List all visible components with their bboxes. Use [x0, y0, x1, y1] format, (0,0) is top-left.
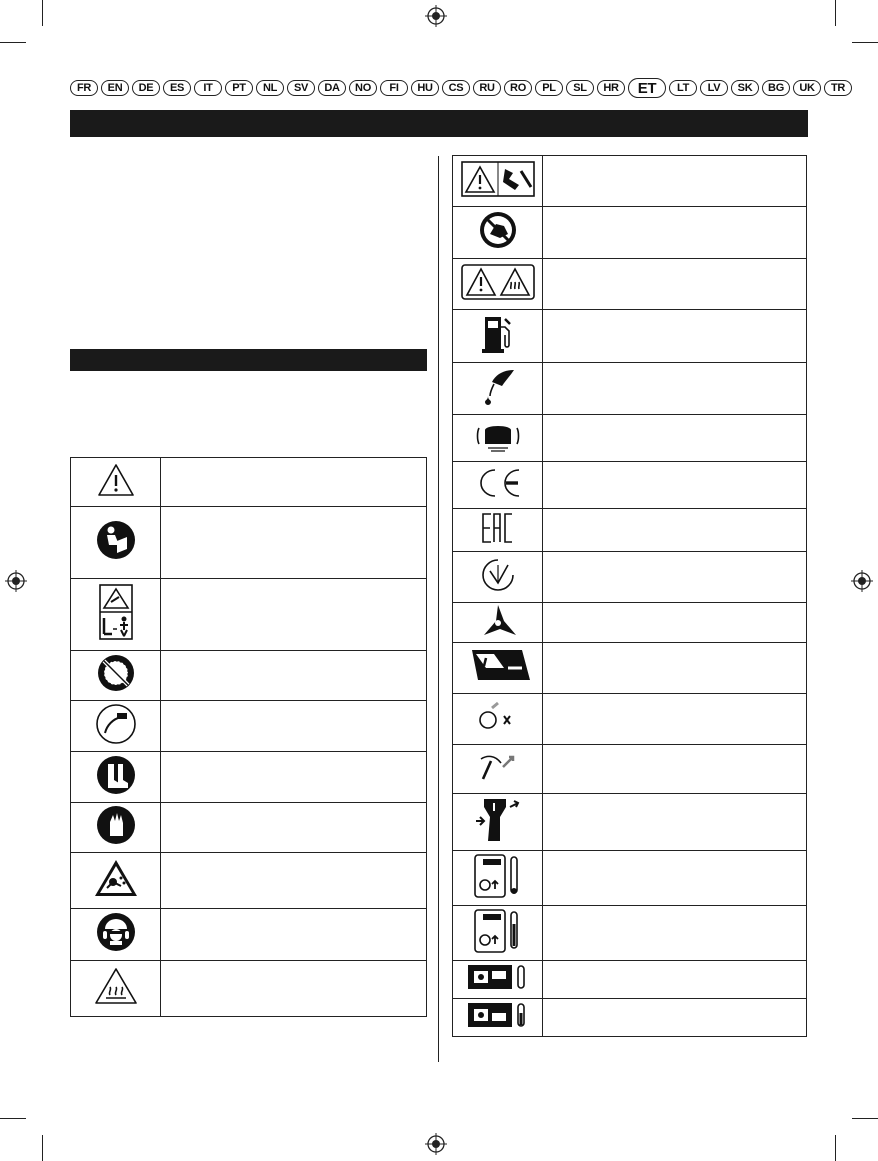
- symbol-cell: [71, 651, 161, 701]
- oil-drop-icon: [480, 366, 516, 406]
- fuel-pump-icon: [481, 313, 515, 355]
- symbol-cell: [453, 961, 543, 999]
- symbol-row: [71, 701, 427, 752]
- symbol-cell: [453, 310, 543, 363]
- crop-mark: [852, 1118, 878, 1119]
- language-pill-no: NO: [349, 80, 377, 96]
- symbol-row: [71, 458, 427, 507]
- symbol-description: [543, 794, 807, 851]
- language-pill-hu: HU: [411, 80, 439, 96]
- symbol-row: [453, 603, 807, 643]
- symbol-cell: [71, 803, 161, 853]
- symbol-cell: [71, 853, 161, 909]
- crop-mark: [852, 42, 878, 43]
- symbol-description: [161, 961, 427, 1017]
- left-symbol-table: [70, 457, 427, 1017]
- symbol-description: [543, 694, 807, 745]
- symbol-row: [453, 415, 807, 462]
- symbol-cell: [71, 701, 161, 752]
- symbol-cell: [453, 509, 543, 552]
- symbol-description: [543, 961, 807, 999]
- symbol-cell: [453, 363, 543, 415]
- eac-mark-icon: [480, 511, 516, 545]
- symbol-cell: [453, 415, 543, 462]
- crop-mark: [835, 0, 836, 26]
- language-pill-pt: PT: [225, 80, 253, 96]
- symbol-description: [543, 999, 807, 1037]
- symbol-description: [543, 906, 807, 961]
- symbol-description: [543, 643, 807, 694]
- language-pill-en: EN: [101, 80, 129, 96]
- language-pill-da: DA: [318, 80, 346, 96]
- read-manual-icon: [95, 519, 137, 561]
- symbol-cell: [453, 643, 543, 694]
- symbol-row: [71, 579, 427, 651]
- header-bar: [70, 110, 808, 137]
- symbol-row: [453, 310, 807, 363]
- no-blade-icon: [96, 653, 136, 693]
- language-pill-nl: NL: [256, 80, 284, 96]
- symbol-description: [161, 458, 427, 507]
- symbol-row: [71, 803, 427, 853]
- symbol-cell: [453, 694, 543, 745]
- symbol-row: [71, 651, 427, 701]
- language-pill-et: ET: [628, 78, 666, 98]
- symbol-description: [543, 415, 807, 462]
- right-symbol-table: [452, 155, 807, 1037]
- language-pill-sl: SL: [566, 80, 594, 96]
- thrown-objects-icon: [93, 858, 139, 898]
- blade-icon: [478, 603, 518, 637]
- symbol-cell: [71, 752, 161, 803]
- warning-triangle-icon: [96, 462, 136, 498]
- language-pill-cs: CS: [442, 80, 470, 96]
- sound-power-icon: [473, 418, 523, 454]
- crop-mark: [0, 1118, 26, 1119]
- symbol-cell: [453, 851, 543, 906]
- crop-mark: [42, 0, 43, 26]
- language-pill-it: IT: [194, 80, 222, 96]
- symbol-description: [543, 207, 807, 259]
- registration-mark-icon: [5, 570, 27, 592]
- symbol-row: [453, 794, 807, 851]
- symbol-row: [453, 462, 807, 509]
- eye-protection-icon: [95, 703, 137, 745]
- crop-mark: [42, 1135, 43, 1161]
- gloves-icon: [95, 804, 137, 846]
- symbol-row: [453, 851, 807, 906]
- language-pill-lt: LT: [669, 80, 697, 96]
- hammer-tool-icon: [475, 749, 521, 785]
- symbol-description: [543, 259, 807, 310]
- symbol-row: [453, 643, 807, 694]
- symbol-description: [543, 509, 807, 552]
- no-hand-icon: [478, 210, 518, 250]
- language-pill-fi: FI: [380, 80, 408, 96]
- symbol-cell: [453, 745, 543, 794]
- symbol-row: [71, 909, 427, 961]
- symbol-description: [543, 462, 807, 509]
- choke-full-icon: [466, 963, 530, 991]
- throttle-handle-icon: [470, 795, 526, 845]
- symbol-row: [71, 961, 427, 1017]
- language-pill-sv: SV: [287, 80, 315, 96]
- line-head-icon: [468, 700, 528, 734]
- symbol-cell: [71, 458, 161, 507]
- symbol-cell: [453, 999, 543, 1037]
- symbol-row: [453, 259, 807, 310]
- symbol-description: [161, 752, 427, 803]
- symbol-description: [161, 651, 427, 701]
- switch-off-icon: [464, 644, 532, 688]
- hot-surface-icon: [94, 967, 138, 1005]
- keep-bystanders-away-icon: [99, 584, 133, 640]
- ce-mark-icon: [473, 466, 523, 500]
- section-bar: [70, 349, 427, 371]
- language-pill-bg: BG: [762, 80, 790, 96]
- symbol-description: [543, 603, 807, 643]
- symbol-row: [71, 507, 427, 579]
- symbol-description: [161, 803, 427, 853]
- symbol-row: [453, 363, 807, 415]
- symbol-cell: [453, 462, 543, 509]
- symbol-cell: [71, 909, 161, 961]
- symbol-row: [453, 906, 807, 961]
- crop-mark: [0, 42, 26, 43]
- symbol-row: [453, 156, 807, 207]
- symbol-row: [453, 961, 807, 999]
- symbol-cell: [453, 207, 543, 259]
- symbol-row: [453, 509, 807, 552]
- cold-start-icon: [473, 853, 523, 899]
- language-pill-fr: FR: [70, 80, 98, 96]
- language-pill-ro: RO: [504, 80, 532, 96]
- symbol-cell: [71, 507, 161, 579]
- symbol-description: [543, 156, 807, 207]
- choke-run-icon: [466, 1001, 530, 1029]
- warning-hot-surface-icon: [461, 264, 535, 300]
- safety-boots-icon: [95, 754, 137, 796]
- symbol-row: [453, 207, 807, 259]
- symbol-cell: [453, 259, 543, 310]
- symbol-row: [453, 552, 807, 603]
- symbol-row: [71, 853, 427, 909]
- crop-mark: [835, 1135, 836, 1161]
- language-pill-uk: UK: [793, 80, 821, 96]
- symbol-description: [543, 363, 807, 415]
- language-pill-tr: TR: [824, 80, 852, 96]
- symbol-description: [543, 552, 807, 603]
- helmet-ear-eye-protection-icon: [95, 911, 137, 953]
- language-pill-es: ES: [163, 80, 191, 96]
- registration-mark-icon: [425, 1133, 447, 1155]
- symbol-description: [543, 310, 807, 363]
- symbol-cell: [453, 552, 543, 603]
- symbol-cell: [71, 579, 161, 651]
- warning-cut-hazard-icon: [461, 161, 535, 197]
- symbol-description: [543, 851, 807, 906]
- symbol-description: [161, 507, 427, 579]
- symbol-cell: [453, 603, 543, 643]
- language-selector: [70, 78, 846, 98]
- language-pill-lv: LV: [700, 80, 728, 96]
- symbol-cell: [71, 961, 161, 1017]
- symbol-description: [161, 909, 427, 961]
- column-divider: [438, 156, 439, 1062]
- language-pill-sk: SK: [731, 80, 759, 96]
- symbol-description: [161, 579, 427, 651]
- symbol-row: [453, 694, 807, 745]
- language-pill-hr: HR: [597, 80, 625, 96]
- symbol-row: [453, 745, 807, 794]
- warm-start-icon: [473, 908, 523, 954]
- registration-mark-icon: [851, 570, 873, 592]
- registration-mark-icon: [425, 5, 447, 27]
- symbol-row: [71, 752, 427, 803]
- language-pill-de: DE: [132, 80, 160, 96]
- ukraine-mark-icon: [480, 557, 516, 593]
- symbol-description: [161, 701, 427, 752]
- symbol-cell: [453, 156, 543, 207]
- language-pill-ru: RU: [473, 80, 501, 96]
- symbol-description: [543, 745, 807, 794]
- symbol-cell: [453, 794, 543, 851]
- symbol-row: [453, 999, 807, 1037]
- language-pill-pl: PL: [535, 80, 563, 96]
- symbol-description: [161, 853, 427, 909]
- symbol-cell: [453, 906, 543, 961]
